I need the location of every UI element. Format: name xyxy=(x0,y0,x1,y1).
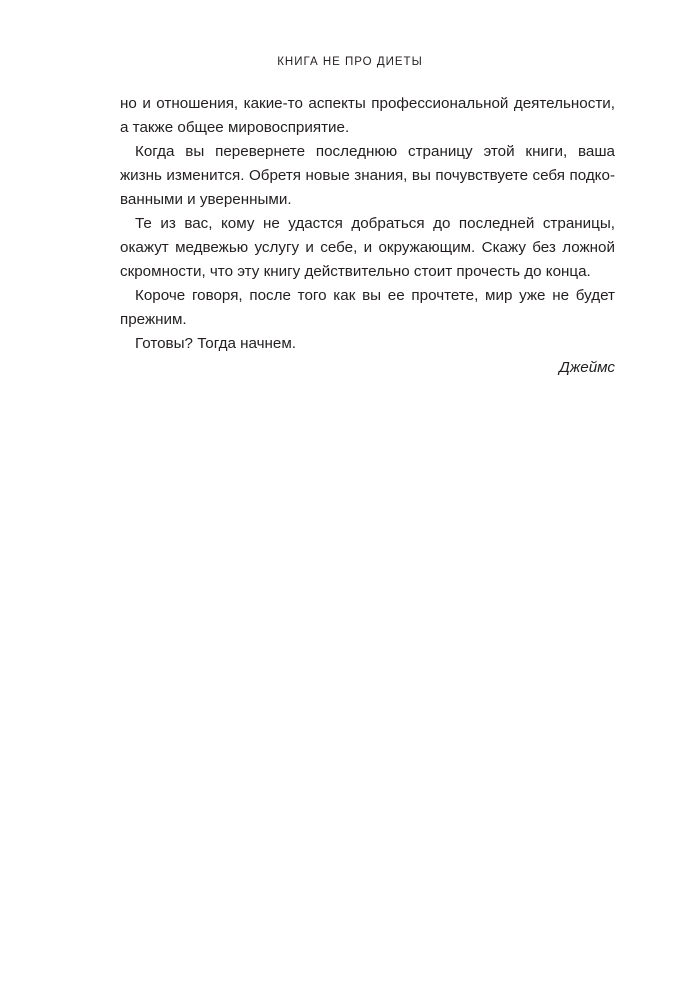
text-line: скромности, что эту книгу действительно стоит прочесть до конца. xyxy=(120,263,591,280)
text-line: ванными и уверенными. xyxy=(120,191,292,208)
text-line: Готовы? Тогда начнем. xyxy=(135,335,297,352)
text-line: Когда вы перевернете последнюю страницу этой книги, ваша xyxy=(135,143,615,160)
text-line: а также общее мировосприятие. xyxy=(120,119,350,136)
body-text xyxy=(120,92,615,380)
text-line: но и отношения, какие-то аспекты профессиональной деятельности, xyxy=(120,95,615,112)
text-line: окажут медвежью услугу и себе, и окружающим. Скажу без ложной xyxy=(120,239,615,256)
text-line: жизнь изменится. Обретя новые знания, вы почувствуете себя подко- xyxy=(120,167,615,184)
running-header: КНИГА НЕ ПРО ДИЕТЫ xyxy=(277,56,423,68)
author-signature: Джеймс xyxy=(559,359,615,376)
text-line: прежним. xyxy=(120,311,187,328)
text-line: Те из вас, кому не удастся добраться до последней страницы, xyxy=(135,215,615,232)
text-line: Короче говоря, после того как вы ее прочтете, мир уже не будет xyxy=(135,287,615,304)
